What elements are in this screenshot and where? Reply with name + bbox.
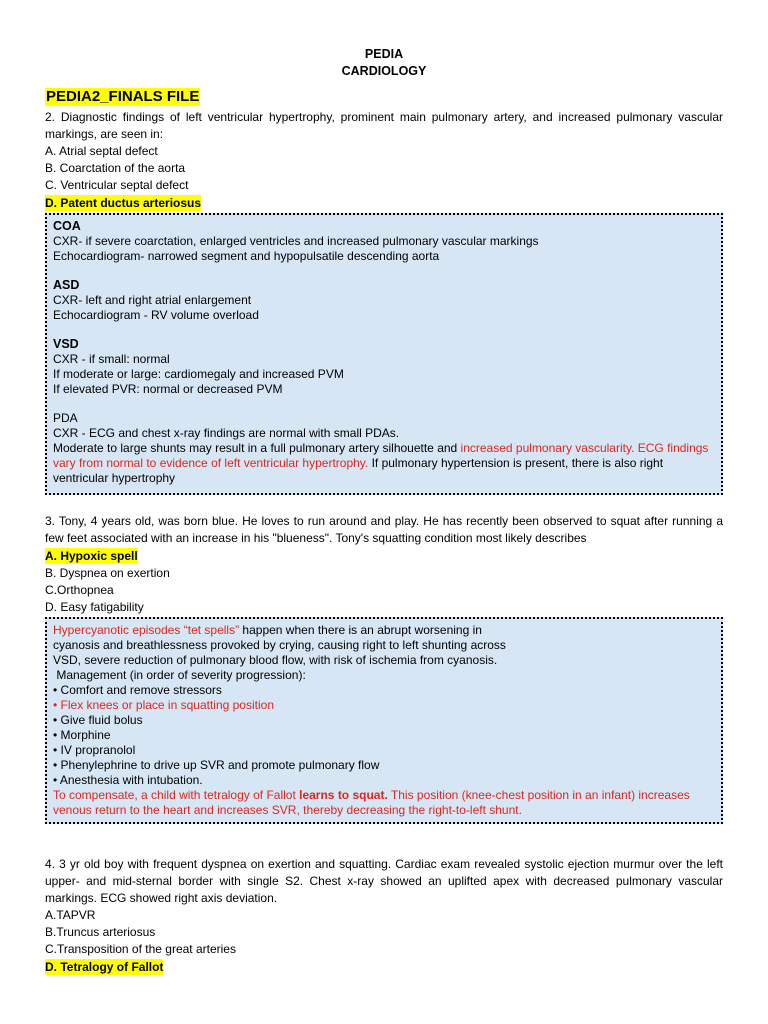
tet-line-2: cyanosis and breathlessness provoked by crying, causing right to left shunting across	[53, 638, 506, 652]
compensation-paragraph	[53, 788, 715, 818]
q4-option-a: A.TAPVR	[45, 908, 96, 922]
tet-spells-term: Hypercyanotic episodes “tet spells”	[53, 623, 240, 637]
pda-text-a: Moderate to large shunts may result in a full pulmonary artery silhouette and	[53, 441, 461, 455]
management-item: • Comfort and remove stressors	[53, 683, 222, 697]
management-item: • Give fluid bolus	[53, 713, 143, 727]
management-heading: Management (in order of severity progression):	[53, 668, 306, 682]
asd-line-2: Echocardiogram - RV volume overload	[53, 308, 259, 322]
q3-explanation-box	[45, 617, 723, 824]
q2-option-c: C. Ventricular septal defect	[45, 178, 189, 192]
comp-text-c: This position (knee-chest position in an infant) increases venous return to the heart and increases SVR, thereby decreasing the right-to-left shunt.	[53, 788, 690, 817]
q4-stem: 4. 3 yr old boy with frequent dyspnea on exertion and squatting. Cardiac exam revealed systolic ejection murmur over the left upper- and mid-sternal border with single S2. Chest x-ray showed an uplifted apex with decreased pulmonary vascular markings. ECG showed right axis deviation.	[45, 857, 723, 905]
tet-line-1	[53, 623, 715, 638]
comp-text-a: To compensate, a child with tetralogy of Fallot	[53, 788, 300, 802]
vsd-line-1: CXR - if small: normal	[53, 352, 170, 366]
q3-option-d: D. Easy fatigability	[45, 600, 144, 614]
management-item: • Anesthesia with intubation.	[53, 773, 203, 787]
q3-answer: A. Hypoxic spell	[45, 549, 138, 563]
management-item: • Morphine	[53, 728, 111, 742]
pda-text-c: If pulmonary hypertension is present, there is also right ventricular hypertrophy	[53, 456, 664, 485]
q2-option-b: B. Coarctation of the aorta	[45, 161, 186, 175]
q2-stem: 2. Diagnostic findings of left ventricular hypertrophy, prominent main pulmonary artery, and increased pulmonary vascular markings, are seen in:	[45, 110, 723, 141]
q3-stem: 3. Tony, 4 years old, was born blue. He loves to run around and play. He has recently been observed to squat after running a few feet associated with an increase in his "blueness". Tony's squatting condition most likely describes	[45, 514, 723, 545]
q4-option-b: B.Truncus arteriosus	[45, 925, 156, 939]
pda-text-highlight: increased pulmonary vascularity. ECG findings vary from normal to evidence of left ventricular hypertrophy.	[53, 441, 709, 470]
coa-line-2: Echocardiogram- narrowed segment and hypopulsatile descending aorta	[53, 249, 440, 263]
q2-answer: D. Patent ductus arteriosus	[45, 196, 202, 210]
q4-option-c: C.Transposition of the great arteries	[45, 942, 236, 956]
vsd-line-3: If elevated PVR: normal or decreased PVM	[53, 382, 283, 396]
q2-option-a: A. Atrial septal defect	[45, 144, 158, 158]
document-page	[45, 0, 723, 976]
vsd-title: VSD	[53, 337, 79, 351]
coa-line-1: CXR- if severe coarctation, enlarged ventricles and increased pulmonary vascular markings	[53, 234, 539, 248]
pda-title: PDA	[53, 411, 78, 425]
q3-option-c: C.Orthopnea	[45, 583, 114, 597]
header-line-2: CARDIOLOGY	[341, 64, 427, 78]
header-line-1: PEDIA	[364, 47, 404, 61]
management-item: • IV propranolol	[53, 743, 136, 757]
asd-line-1: CXR- left and right atrial enlargement	[53, 293, 252, 307]
q3-option-b: B. Dyspnea on exertion	[45, 566, 170, 580]
pda-paragraph	[53, 441, 715, 486]
asd-title: ASD	[53, 278, 80, 292]
file-title: PEDIA2_FINALS FILE	[46, 88, 200, 105]
q4-answer: D. Tetralogy of Fallot	[45, 960, 164, 974]
tet-line-1-rest: happen when there is an abrupt worsening in	[239, 623, 482, 637]
management-item: • Phenylephrine to drive up SVR and promote pulmonary flow	[53, 758, 380, 772]
vsd-line-2: If moderate or large: cardiomegaly and increased PVM	[53, 367, 344, 381]
comp-text-bold: learns to squat.	[299, 788, 388, 802]
coa-title: COA	[53, 219, 81, 233]
tet-line-3: VSD, severe reduction of pulmonary blood flow, with risk of ischemia from cyanosis.	[53, 653, 498, 667]
management-item: • Flex knees or place in squatting position	[53, 698, 274, 712]
pda-line-1: CXR - ECG and chest x-ray findings are normal with small PDAs.	[53, 426, 400, 440]
q2-explanation-box	[45, 213, 723, 495]
